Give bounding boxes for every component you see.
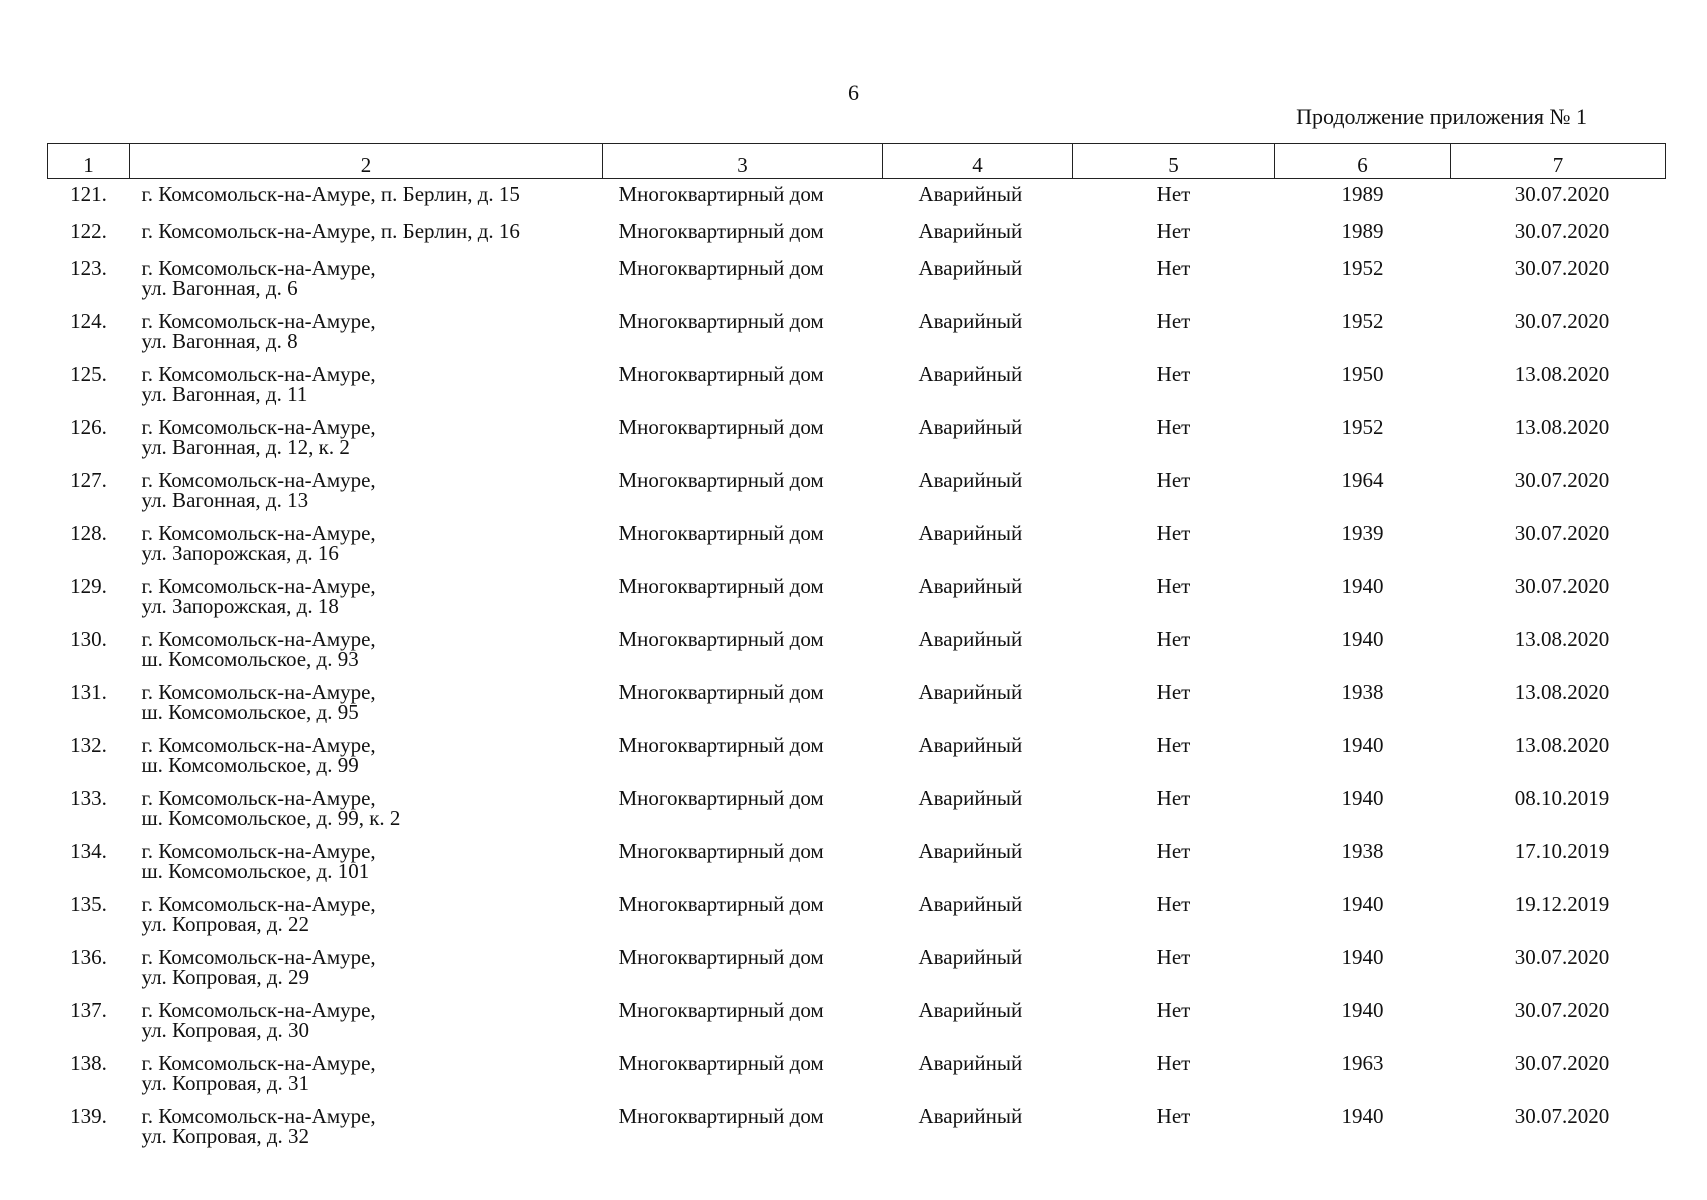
table-row [48,783,1666,836]
build-year: 1952 [1341,256,1384,280]
status-flag: Нет [1156,945,1191,969]
address-line: г. Комсомольск-на-Амуре, [141,839,376,863]
appendix-table [47,143,1666,1154]
decision-date: 30.07.2020 [1514,468,1610,492]
column-header-2: 2 [130,144,603,179]
address-line: ул. Вагонная, д. 12, к. 2 [141,435,350,459]
row-number: 122. [70,219,107,243]
building-type: Многоквартирный дом [618,680,824,704]
address-cell [130,412,603,465]
address-cell [130,1048,603,1101]
building-condition: Аварийный [918,219,1023,243]
header-row [48,144,1666,179]
building-condition: Аварийный [918,680,1023,704]
row-number: 130. [70,627,107,651]
row-number: 132. [70,733,107,757]
row-number: 123. [70,256,107,280]
building-type: Многоквартирный дом [618,998,824,1022]
address-cell [130,995,603,1048]
decision-date: 30.07.2020 [1514,574,1610,598]
row-number: 124. [70,309,107,333]
decision-date: 17.10.2019 [1514,839,1610,863]
address-cell [130,518,603,571]
decision-date: 13.08.2020 [1514,415,1610,439]
building-condition: Аварийный [918,415,1023,439]
building-condition: Аварийный [918,521,1023,545]
building-type: Многоквартирный дом [618,1051,824,1075]
status-flag: Нет [1156,574,1191,598]
decision-date: 30.07.2020 [1514,182,1610,206]
row-number: 136. [70,945,107,969]
address-line: г. Комсомольск-на-Амуре, [141,680,376,704]
status-flag: Нет [1156,892,1191,916]
address-line: г. Комсомольск-на-Амуре, п. Берлин, д. 15 [141,182,520,206]
address-line: г. Комсомольск-на-Амуре, [141,1051,376,1075]
address-line: ул. Запорожская, д. 18 [141,594,339,618]
row-number: 128. [70,521,107,545]
build-year: 1963 [1341,1051,1384,1075]
build-year: 1950 [1341,362,1384,386]
row-number: 125. [70,362,107,386]
address-line: ш. Комсомольское, д. 93 [141,647,359,671]
column-header-4: 4 [883,144,1073,179]
address-line: г. Комсомольск-на-Амуре, [141,309,376,333]
table-body [48,179,1666,1155]
build-year: 1940 [1341,733,1384,757]
row-number: 138. [70,1051,107,1075]
address-line: ул. Копровая, д. 30 [141,1018,310,1042]
building-type: Многоквартирный дом [618,362,824,386]
address-cell [130,730,603,783]
build-year: 1964 [1341,468,1384,492]
status-flag: Нет [1156,362,1191,386]
column-header-1: 1 [48,144,130,179]
building-condition: Аварийный [918,892,1023,916]
status-flag: Нет [1156,998,1191,1022]
row-number: 127. [70,468,107,492]
status-flag: Нет [1156,627,1191,651]
status-flag: Нет [1156,1104,1191,1128]
building-type: Многоквартирный дом [618,627,824,651]
row-number: 131. [70,680,107,704]
column-header-6: 6 [1275,144,1451,179]
building-type: Многоквартирный дом [618,892,824,916]
building-type: Многоквартирный дом [618,1104,824,1128]
build-year: 1952 [1341,415,1384,439]
table-row [48,1101,1666,1154]
building-type: Многоквартирный дом [618,219,824,243]
building-type: Многоквартирный дом [618,182,824,206]
building-condition: Аварийный [918,182,1023,206]
address-cell [130,253,603,306]
table-row [48,942,1666,995]
building-type: Многоквартирный дом [618,839,824,863]
status-flag: Нет [1156,182,1191,206]
address-cell [130,624,603,677]
table-row [48,995,1666,1048]
building-condition: Аварийный [918,1051,1023,1075]
table-row [48,518,1666,571]
table-row [48,253,1666,306]
decision-date: 30.07.2020 [1514,219,1610,243]
decision-date: 13.08.2020 [1514,680,1610,704]
status-flag: Нет [1156,468,1191,492]
build-year: 1939 [1341,521,1384,545]
address-cell [130,836,603,889]
row-number: 137. [70,998,107,1022]
address-line: г. Комсомольск-на-Амуре, [141,1104,376,1128]
column-header-7: 7 [1451,144,1666,179]
building-condition: Аварийный [918,627,1023,651]
address-line: ул. Вагонная, д. 11 [141,382,308,406]
address-line: ш. Комсомольское, д. 101 [141,859,370,883]
table-row [48,412,1666,465]
build-year: 1989 [1341,182,1384,206]
build-year: 1938 [1341,680,1384,704]
building-type: Многоквартирный дом [618,309,824,333]
building-type: Многоквартирный дом [618,521,824,545]
build-year: 1952 [1341,309,1384,333]
column-header-3: 3 [603,144,883,179]
decision-date: 30.07.2020 [1514,945,1610,969]
building-condition: Аварийный [918,998,1023,1022]
table-row [48,730,1666,783]
status-flag: Нет [1156,219,1191,243]
build-year: 1940 [1341,627,1384,651]
table-row [48,836,1666,889]
row-number: 135. [70,892,107,916]
status-flag: Нет [1156,839,1191,863]
status-flag: Нет [1156,309,1191,333]
address-cell [130,889,603,942]
address-cell [130,179,603,217]
row-number: 133. [70,786,107,810]
address-line: ул. Копровая, д. 32 [141,1124,310,1148]
address-line: г. Комсомольск-на-Амуре, [141,786,376,810]
table-row [48,179,1666,217]
decision-date: 13.08.2020 [1514,733,1610,757]
row-number: 134. [70,839,107,863]
decision-date: 30.07.2020 [1514,521,1610,545]
row-number: 121. [70,182,107,206]
table-row [48,359,1666,412]
table-row [48,624,1666,677]
decision-date: 30.07.2020 [1514,1104,1610,1128]
column-header-5: 5 [1073,144,1275,179]
address-line: ш. Комсомольское, д. 99, к. 2 [141,806,401,830]
address-line: г. Комсомольск-на-Амуре, [141,627,376,651]
address-cell [130,306,603,359]
address-line: г. Комсомольск-на-Амуре, [141,574,376,598]
building-condition: Аварийный [918,1104,1023,1128]
table-row [48,306,1666,359]
table-row [48,889,1666,942]
address-cell [130,783,603,836]
build-year: 1940 [1341,998,1384,1022]
build-year: 1989 [1341,219,1384,243]
build-year: 1940 [1341,574,1384,598]
address-line: г. Комсомольск-на-Амуре, [141,733,376,757]
address-line: ул. Запорожская, д. 16 [141,541,339,565]
address-line: ш. Комсомольское, д. 99 [141,753,359,777]
table-row [48,571,1666,624]
address-line: г. Комсомольск-на-Амуре, [141,521,376,545]
address-cell [130,942,603,995]
address-line: ш. Комсомольское, д. 95 [141,700,359,724]
address-line: г. Комсомольск-на-Амуре, [141,415,376,439]
building-type: Многоквартирный дом [618,574,824,598]
status-flag: Нет [1156,1051,1191,1075]
address-line: г. Комсомольск-на-Амуре, [141,468,376,492]
address-line: г. Комсомольск-на-Амуре, [141,256,376,280]
address-line: ул. Вагонная, д. 13 [141,488,309,512]
status-flag: Нет [1156,786,1191,810]
address-cell [130,465,603,518]
build-year: 1940 [1341,892,1384,916]
building-condition: Аварийный [918,256,1023,280]
address-line: г. Комсомольск-на-Амуре, п. Берлин, д. 16 [141,219,520,243]
decision-date: 08.10.2019 [1514,786,1610,810]
table-row [48,677,1666,730]
table-row [48,216,1666,253]
address-cell [130,359,603,412]
status-flag: Нет [1156,680,1191,704]
building-condition: Аварийный [918,468,1023,492]
building-type: Многоквартирный дом [618,468,824,492]
address-line: ул. Вагонная, д. 8 [141,329,298,353]
table-row [48,1048,1666,1101]
building-condition: Аварийный [918,945,1023,969]
decision-date: 30.07.2020 [1514,1051,1610,1075]
building-type: Многоквартирный дом [618,415,824,439]
building-condition: Аварийный [918,733,1023,757]
address-line: ул. Копровая, д. 22 [141,912,310,936]
building-condition: Аварийный [918,786,1023,810]
build-year: 1940 [1341,945,1384,969]
building-type: Многоквартирный дом [618,945,824,969]
address-cell [130,571,603,624]
address-line: г. Комсомольск-на-Амуре, [141,998,376,1022]
decision-date: 19.12.2019 [1514,892,1610,916]
status-flag: Нет [1156,256,1191,280]
decision-date: 30.07.2020 [1514,309,1610,333]
building-condition: Аварийный [918,362,1023,386]
building-type: Многоквартирный дом [618,256,824,280]
build-year: 1938 [1341,839,1384,863]
address-line: г. Комсомольск-на-Амуре, [141,362,376,386]
address-cell [130,216,603,253]
row-number: 126. [70,415,107,439]
address-cell [130,1101,603,1154]
table-header [48,144,1666,179]
status-flag: Нет [1156,415,1191,439]
building-condition: Аварийный [918,839,1023,863]
address-line: г. Комсомольск-на-Амуре, [141,892,376,916]
address-cell [130,677,603,730]
address-line: ул. Вагонная, д. 6 [141,276,298,300]
address-line: ул. Копровая, д. 31 [141,1071,310,1095]
building-type: Многоквартирный дом [618,733,824,757]
building-type: Многоквартирный дом [618,786,824,810]
appendix-continuation-label: Продолжение приложения № 1 [1296,104,1587,129]
address-line: г. Комсомольск-на-Амуре, [141,945,376,969]
page-number: 6 [848,80,859,105]
decision-date: 13.08.2020 [1514,627,1610,651]
address-line: ул. Копровая, д. 29 [141,965,310,989]
decision-date: 13.08.2020 [1514,362,1610,386]
table-row [48,465,1666,518]
build-year: 1940 [1341,786,1384,810]
building-condition: Аварийный [918,574,1023,598]
row-number: 129. [70,574,107,598]
build-year: 1940 [1341,1104,1384,1128]
decision-date: 30.07.2020 [1514,998,1610,1022]
status-flag: Нет [1156,733,1191,757]
decision-date: 30.07.2020 [1514,256,1610,280]
building-condition: Аварийный [918,309,1023,333]
status-flag: Нет [1156,521,1191,545]
row-number: 139. [70,1104,107,1128]
